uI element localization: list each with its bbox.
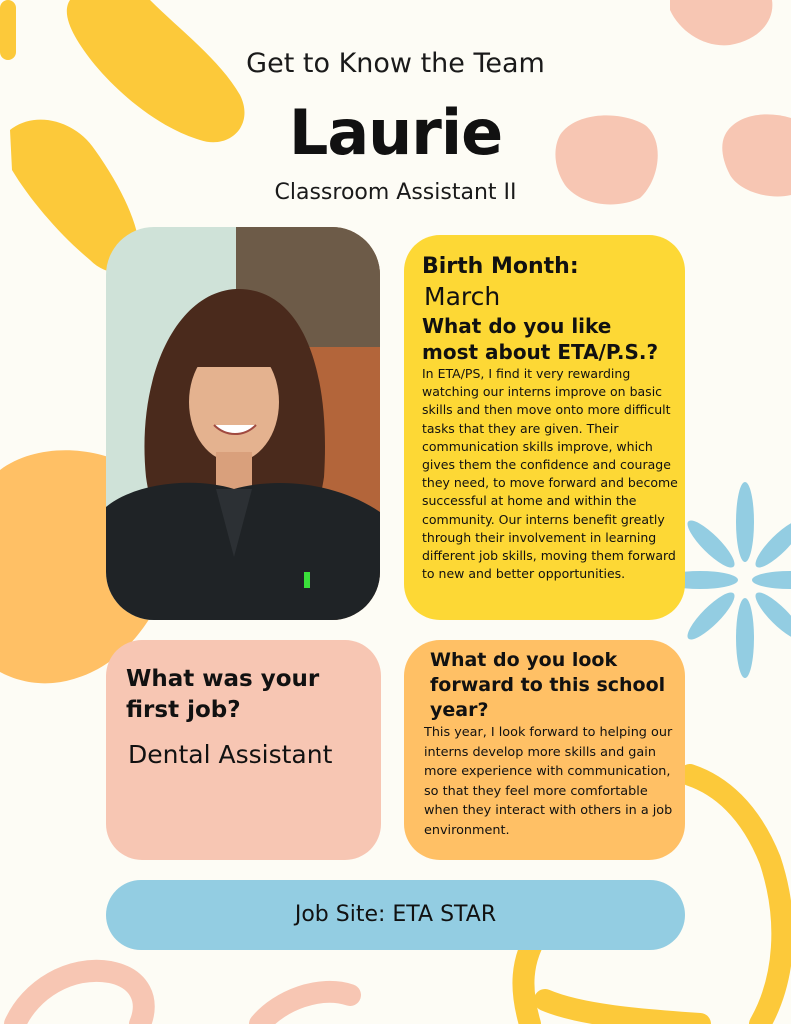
first-job-answer: Dental Assistant	[128, 740, 333, 769]
job-site-banner: Job Site: ETA STAR	[106, 880, 685, 950]
portrait-illustration	[106, 227, 380, 620]
pink-curl	[15, 971, 144, 1024]
pink-curl-2	[260, 992, 350, 1024]
look-forward-card	[404, 640, 685, 860]
like-most-question	[422, 313, 685, 365]
birth-month-answer: March	[424, 282, 501, 311]
staff-name: Laurie	[288, 96, 503, 169]
first-job-card	[106, 640, 381, 860]
pink-blob-top	[670, 0, 772, 45]
look-forward-question	[430, 648, 685, 723]
birth-month-question: Birth Month:	[422, 254, 579, 279]
birth-month-card	[404, 235, 685, 620]
look-forward-question-line1: What do you look	[430, 649, 618, 671]
look-forward-question-line2: forward to this school	[430, 674, 666, 696]
like-most-question-line2: most about ETA/P.S.?	[422, 340, 659, 364]
look-forward-question-line3: year?	[430, 699, 489, 721]
like-most-question-line1: What do you like	[422, 314, 612, 338]
first-job-question-line2: first job?	[126, 697, 241, 723]
like-most-answer: In ETA/PS, I find it very rewarding watching our interns improve on basic skills and then move onto more difficult tasks that they are given. Their communication skills improve, which gives them the confidence and courage they need, to move forward and become successful at home and within the community. Our interns benefit greatly through their involvement in learning different job skills, moving them forward to new and better opportunities.	[422, 366, 678, 582]
look-forward-answer: This year, I look forward to helping our interns develop more skills and gain more experience with communication, so that they feel more comfortable when they interact with others in a job environment.	[424, 725, 673, 838]
first-job-question-line1: What was your	[126, 666, 320, 692]
staff-role: Classroom Assistant II	[274, 180, 517, 205]
yellow-loop-bottom	[545, 1000, 700, 1024]
first-job-question	[126, 664, 381, 726]
portrait-photo	[106, 227, 380, 620]
kicker-title: Get to Know the Team	[246, 48, 545, 79]
